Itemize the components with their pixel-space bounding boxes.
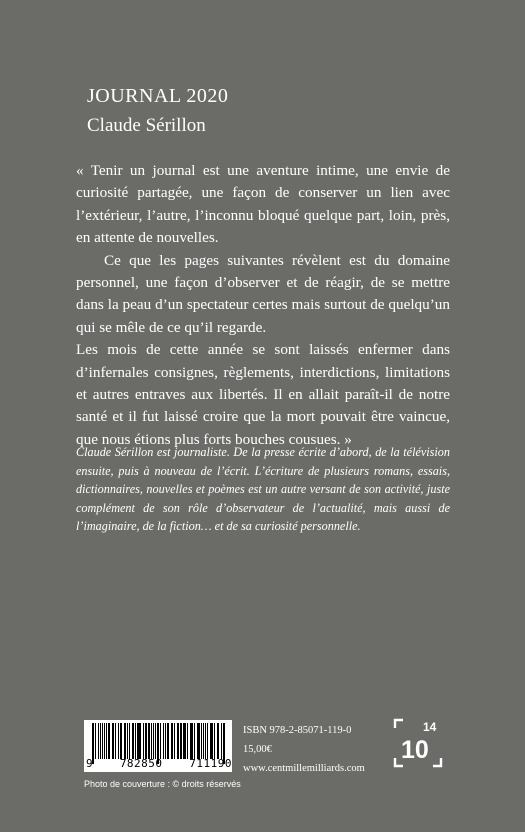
barcode-bar: [139, 723, 141, 759]
barcode-bar: [160, 723, 161, 759]
barcode-bar: [108, 723, 110, 759]
barcode-bar: [113, 723, 114, 759]
isbn-barcode: [84, 720, 232, 772]
isbn-number: ISBN 978-2-85071-119-0: [243, 725, 352, 736]
barcode-bar: [115, 723, 116, 759]
barcode-bar: [174, 723, 175, 759]
barcode-bar: [167, 723, 169, 759]
book-author: Claude Sérillon: [87, 115, 206, 136]
author-bio: Claude Sérillon est journaliste. De la presse écrite d’abord, de la télévision ensuite, puis à nouveau de l’écrit. L’écriture de plusieurs romans, essais, dictionnaires, nouvelles et poèmes est un autre versant de son activité, juste complément de son rôle d’observateur de l’actualité, mais aussi de l’imaginaire, de la fiction… et de sa curiosité personnelle.: [76, 445, 450, 534]
barcode-bar: [100, 723, 101, 759]
barcode-bar: [148, 723, 149, 759]
barcode-bar: [129, 723, 130, 759]
barcode-bar: [192, 723, 193, 759]
barcode-bar: [106, 723, 107, 759]
barcode-bar: [198, 723, 199, 759]
barcode-bar: [221, 723, 222, 759]
quote-paragraph-1: « Tenir un journal est une aventure intime, une envie de curiosité partagée, une façon de conserver un lien avec l’extérieur, l’autre, l’inconnu bloqué quelque part, loin, près, en attente de nouvelles.: [76, 162, 450, 247]
blurb-quote: [76, 160, 450, 451]
barcode-bar: [133, 723, 134, 759]
barcode-bar: [146, 723, 147, 759]
barcode-bar: [165, 723, 166, 759]
barcode-bar: [205, 723, 206, 759]
barcode-bar: [172, 723, 173, 759]
barcode-digit-group-2: 711190: [189, 757, 232, 770]
barcode-bars: [92, 723, 226, 759]
barcode-bar: [212, 723, 213, 759]
barcode-bar: [120, 723, 121, 759]
quote-paragraph-3: Les mois de cette année se sont laissés enfermer dans d’infernales consignes, règlements, interdictions, limitations et autres entraves aux libertés. Il en allait paraît-il de notre santé et il fut laissé croire que la mort pouvait être vaincue, que nous étions plus forts bouches cousues. »: [76, 341, 450, 448]
barcode-bar: [102, 723, 103, 759]
barcode-bar: [185, 723, 186, 759]
barcode-bar: [180, 723, 181, 759]
publisher-website: www.centmillemilliards.com: [243, 763, 365, 774]
barcode-bar: [218, 723, 219, 759]
barcode-bar: [194, 723, 195, 759]
barcode-bar: [187, 723, 188, 759]
barcode-digits: [86, 757, 232, 770]
barcode-bar: [121, 723, 122, 759]
publisher-logo: [393, 718, 443, 768]
barcode-digit-lead: 9: [86, 757, 94, 770]
photo-credit: Photo de couverture : © droits réservés: [84, 779, 241, 789]
barcode-bar: [178, 723, 179, 759]
barcode-bar: [207, 723, 208, 759]
book-title: JOURNAL 2020: [87, 85, 229, 107]
barcode-bar: [214, 723, 215, 759]
barcode-bar: [143, 723, 144, 759]
logo-small-number: 14: [423, 720, 437, 734]
barcode-digit-group-1: 782850: [119, 757, 163, 770]
barcode-bar: [153, 723, 154, 759]
quote-paragraph-2: Ce que les pages suivantes révèlent est du domaine personnel, une façon d’observer et de réagir, de se mettre dans la peau d’un spectateur certes mais surtout de quelqu’un qui se mêle de ce qu’il regarde.: [76, 251, 450, 336]
barcode-bar: [95, 723, 96, 759]
logo-big-number: 10: [401, 736, 429, 764]
book-price: 15,00€: [243, 744, 272, 755]
barcode-bar: [135, 723, 136, 759]
barcode-bar: [127, 723, 128, 759]
publisher-info: [243, 721, 365, 778]
barcode-bar: [155, 723, 156, 759]
barcode-bar: [201, 723, 202, 759]
